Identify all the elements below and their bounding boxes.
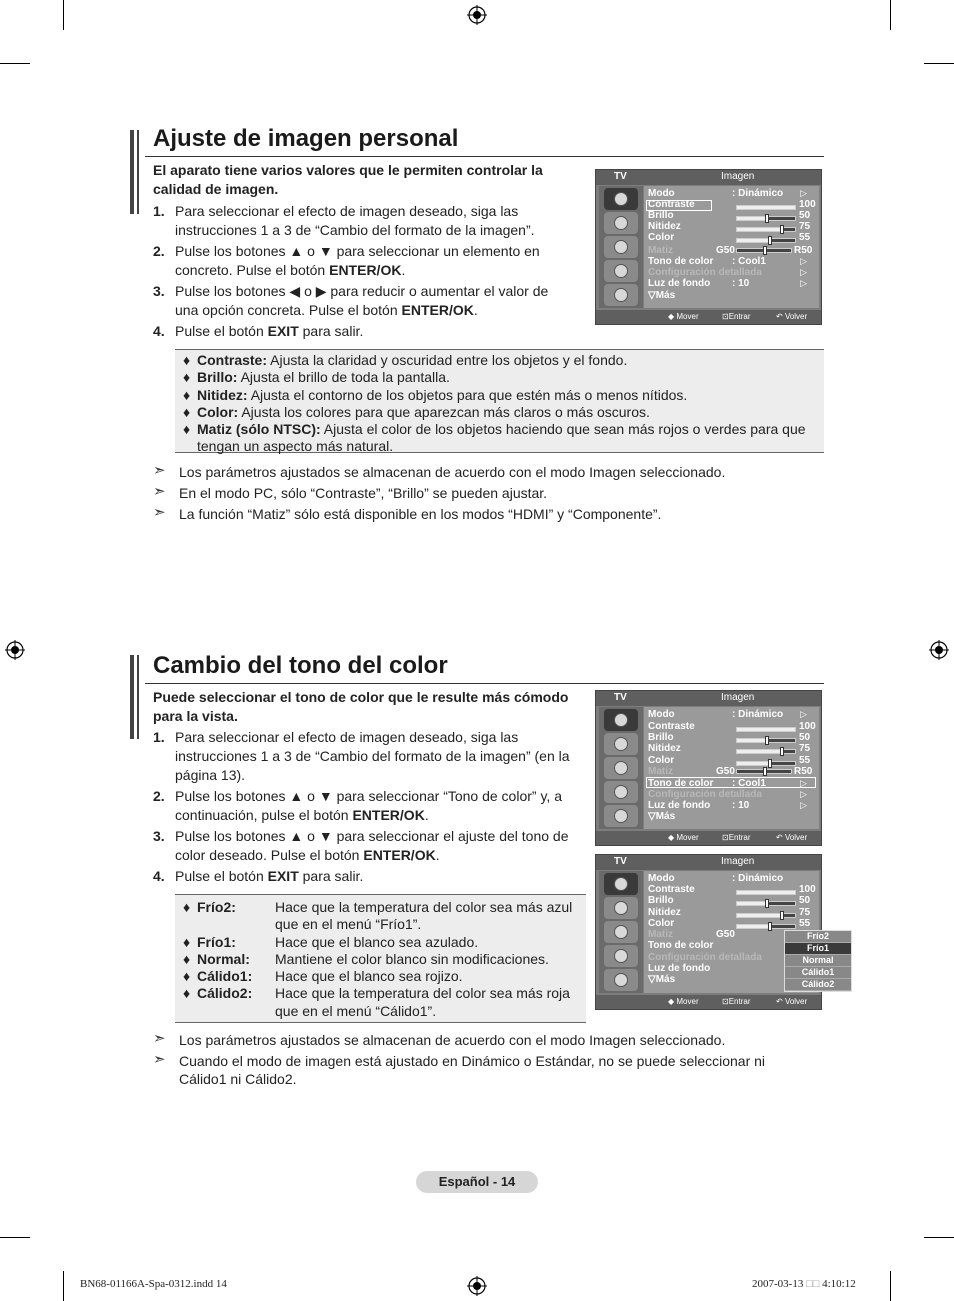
osd-enter-hint: ⊡Entrar [722,312,751,321]
osd-menu-title: Imagen [721,692,755,703]
osd-enter-hint: ⊡Entrar [722,997,751,1006]
return-icon: ↶ [776,997,783,1006]
feature-label: Matiz (sólo NTSC): [197,421,321,438]
osd-row-luz: Luz de fondo [648,800,711,811]
tone-description: Hace que el blanco sea azulado. [275,933,479,950]
osd-row-luz: Luz de fondo [648,963,711,974]
arrow-right-icon: ▷ [800,188,807,198]
updown-icon: ◆ [668,997,675,1006]
osd-matiz-g: G50 [716,245,735,256]
osd-icon-column [599,707,643,829]
osd-matiz-r: R50 [794,245,813,256]
feature-text: Ajusta el color de los objetos haciendo que sean más rojos o verdes para que tengan un aspecto más natural. [197,421,806,455]
osd-row-luz-value: : 10 [732,800,750,811]
osd-header [596,855,821,870]
section-intro: El aparato tiene varios valores que le permiten controlar la calidad de imagen. [153,162,543,197]
setup-icon [604,781,638,803]
osd-bar-fill [737,891,795,894]
step-item [153,282,573,320]
step-text: Pulse los botones ◀ o ▶ para reducir o aumentar el valor de una opción concreta. Pulse el botón ENTER/OK. [175,283,549,318]
osd-bar-nitidez [736,749,796,754]
tone-description: Mantiene el color blanco sin modificaciones. [275,950,549,967]
print-file-name: BN68-01166A-Spa-0312.indd 14 [80,1278,227,1290]
notes-list [153,1031,793,1091]
osd-value-color: 55 [799,918,811,929]
osd-bar-fill [737,762,769,765]
osd-bar-fill [737,217,766,220]
osd-bar-fill [737,228,781,231]
setup-icon [604,260,638,282]
tone-label-text: Cálido1: [197,968,253,985]
osd-bar-fill [737,239,769,242]
notes-list [153,463,833,526]
osd-row-color: Color [648,755,675,766]
osd-value-brillo: 50 [799,895,811,906]
tv-menu-screenshot [595,854,835,1010]
note-item [153,463,833,481]
sound-icon [604,733,638,755]
osd-row-mas: ▽Más [648,811,676,822]
osd-row-tono-value: : Cool1 [732,778,766,789]
arrow-right-icon: ▷ [800,256,807,266]
note-text: Los parámetros ajustados se almacenan de acuerdo con el modo Imagen seleccionado. [179,464,726,480]
osd-return-hint: ↶ Volver [776,997,808,1006]
osd-row-contraste: Contraste [648,199,695,210]
step-text: Para seleccionar el efecto de imagen deseado, siga las instrucciones 1 a 3 de “Cambio del formato de la imagen” (en la página 13). [175,729,570,783]
feature-text: Ajusta el brillo de toda la pantalla. [240,369,450,386]
osd-bar-knob [780,911,784,920]
osd-bar-fill [737,925,769,928]
osd-row-modo: Modo [648,873,675,884]
osd-bar-knob [768,236,772,245]
enter-icon: ⊡ [722,312,729,321]
print-date: 2007-03-13 □□ 4:10:12 [752,1278,856,1290]
osd-row-matiz: Matiz [648,766,673,777]
osd-value-contraste: 100 [799,199,816,210]
osd-row-matiz: Matiz [648,245,673,256]
diamond-bullet-icon: ♦ [183,950,191,967]
step-text: Pulse los botones ▲ o ▼ para seleccionar el ajuste del tono de color deseado. Pulse el botón ENTER/OK. [175,828,569,863]
osd-bar-matiz [736,248,792,253]
feature-item [183,387,816,404]
note-text: En el modo PC, sólo “Contraste”, “Brillo” se pueden ajustar. [179,485,548,501]
feature-text: Ajusta la claridad y oscuridad entre los objetos y el fondo. [270,352,628,368]
osd-footer [596,995,821,1009]
osd-row-mas: ▽Más [648,290,676,301]
osd-source: TV [614,856,627,867]
step-number: 2. [153,788,165,804]
osd-bar-fill [737,739,766,742]
osd-row-contraste: Contraste [648,884,695,895]
input-icon [604,969,638,991]
osd-header [596,691,821,706]
channel-icon [604,757,638,779]
osd-matiz-r: R50 [794,766,813,777]
section-accent-bar [130,130,134,214]
picture-icon [604,709,638,731]
osd-bar-fill [737,750,781,753]
osd-row-nitidez: Nitidez [648,743,681,754]
arrow-right-icon: ▷ [800,709,807,719]
arrow-right-icon: ▷ [800,778,807,788]
osd-row-contraste: Contraste [648,721,695,732]
return-icon: ↶ [776,312,783,321]
tone-label [183,968,275,985]
osd-bar-knob [763,767,767,776]
osd-source: TV [614,692,627,703]
feature-label: Contraste: [197,352,268,368]
osd-move-hint: ◆ Mover [668,312,699,321]
osd-bar-fill [737,206,795,209]
step-number: 4. [153,323,165,339]
sound-icon [604,212,638,234]
osd-value-contraste: 100 [799,884,816,895]
osd-row-config: Configuración detallada [648,952,762,963]
tone-description: Hace que la temperatura del color sea más azul que en el menú “Frío1”. [275,899,573,933]
osd-bar-knob [765,214,769,223]
input-icon [604,805,638,827]
step-number: 1. [153,203,165,219]
section-title: Cambio del tono del color [153,652,448,679]
diamond-bullet-icon: ♦ [183,386,191,403]
registration-mark-icon [5,640,25,660]
section-rule [145,683,824,684]
osd-value-brillo: 50 [799,732,811,743]
note-arrow-icon: ➣ [153,504,166,521]
crop-mark [924,63,954,64]
enter-icon: ⊡ [722,833,729,842]
step-text: Para seleccionar el efecto de imagen deseado, siga las instrucciones 1 a 3 de “Cambio del formato de la imagen”. [175,203,535,238]
osd-bar-color [736,924,796,929]
diamond-bullet-icon: ♦ [183,369,191,386]
tone-item [183,899,578,934]
crop-mark [63,0,64,30]
tone-item [183,951,578,968]
note-text: Cuando el modo de imagen está ajustado en Dinámico o Estándar, no se puede seleccionar ni Cálido1 ni Cálido2. [179,1053,766,1087]
feature-text: Ajusta el contorno de los objetos para que estén más o menos nítidos. [250,386,688,403]
feature-item [183,404,816,421]
osd-return-hint: ↶ Volver [776,312,808,321]
osd-footer [596,831,821,845]
dropdown-option[interactable]: Frío1 [785,943,851,955]
osd-value-nitidez: 75 [799,221,811,232]
osd-icon-column [599,186,643,308]
osd-row-tono: Tono de color [648,940,714,951]
osd-row-color: Color [648,232,675,243]
section-accent-bar [137,655,139,739]
crop-mark [924,1237,954,1238]
osd-row-tono: Tono de color [648,256,714,267]
tone-item [183,934,578,951]
step-text: Pulse el botón EXIT para salir. [175,323,364,339]
step-item [153,728,583,785]
osd-row-nitidez: Nitidez [648,221,681,232]
feature-label: Nitidez: [197,386,248,403]
tone-label [183,934,275,951]
note-arrow-icon: ➣ [153,462,166,479]
step-item [153,242,573,280]
osd-value-brillo: 50 [799,210,811,221]
osd-move-hint: ◆ Mover [668,997,699,1006]
updown-icon: ◆ [668,312,675,321]
osd-bar-nitidez [736,227,796,232]
osd-enter-hint: ⊡Entrar [722,833,751,842]
osd-bar-brillo [736,901,796,906]
tone-dropdown[interactable] [784,930,852,992]
registration-mark-icon [467,1276,487,1296]
crop-mark [0,1237,30,1238]
note-text: La función “Matiz” sólo está disponible en los modos “HDMI” y “Componente”. [179,506,662,522]
osd-return-hint: ↶ Volver [776,833,808,842]
setup-icon [604,945,638,967]
step-number: 3. [153,283,165,299]
tone-label [183,985,275,1020]
osd-row-modo-value: : Dinámico [732,873,784,884]
step-item [153,202,573,240]
osd-bar-color [736,761,796,766]
osd-row-brillo: Brillo [648,732,674,743]
osd-bar-knob [763,246,767,255]
diamond-bullet-icon: ♦ [183,985,191,1002]
osd-bar-knob [768,759,772,768]
osd-row-brillo: Brillo [648,895,674,906]
osd-bar-knob [765,736,769,745]
osd-row-modo: Modo [648,709,675,720]
osd-row-config: Configuración detallada [648,267,762,278]
diamond-bullet-icon: ♦ [183,421,191,438]
input-icon [604,284,638,306]
diamond-bullet-icon: ♦ [183,899,191,915]
dropdown-option[interactable]: Cálido2 [785,979,851,991]
feature-label: Brillo: [197,369,238,386]
channel-icon [604,921,638,943]
note-item [153,1052,793,1088]
osd-bar-knob [780,747,784,756]
osd-source: TV [614,171,627,182]
crop-mark [63,1271,64,1301]
diamond-bullet-icon: ♦ [183,403,191,420]
feature-item [183,369,816,386]
step-item [153,827,583,865]
feature-label: Color: [197,403,239,420]
registration-mark-icon [929,640,949,660]
osd-matiz-g: G50 [716,929,735,940]
osd-row-luz: Luz de fondo [648,278,711,289]
arrow-right-icon: ▷ [800,789,807,799]
osd-bar-matiz [736,769,792,774]
note-arrow-icon: ➣ [153,483,166,500]
tv-menu-screenshot [595,169,822,325]
diamond-bullet-icon: ♦ [183,968,191,985]
step-text: Pulse el botón EXIT para salir. [175,868,364,884]
osd-move-hint: ◆ Mover [668,833,699,842]
note-arrow-icon: ➣ [153,1051,166,1068]
enter-icon: ⊡ [722,997,729,1006]
tone-box [175,894,586,1023]
osd-bar-fill [737,902,766,905]
osd-menu-panel [644,707,819,829]
diamond-bullet-icon: ♦ [183,933,191,950]
osd-row-luz-value: : 10 [732,278,750,289]
note-text: Los parámetros ajustados se almacenan de acuerdo con el modo Imagen seleccionado. [179,1032,726,1048]
step-list [153,728,583,888]
osd-bar-color [736,238,796,243]
return-icon: ↶ [776,833,783,842]
osd-bar-fill [737,728,795,731]
osd-row-color: Color [648,918,675,929]
section-rule [145,156,824,157]
section-accent-bar [137,130,139,214]
osd-row-modo: Modo [648,188,675,199]
tv-menu-screenshot [595,690,822,846]
feature-item [183,352,816,369]
crop-mark [0,63,30,64]
section-accent-bar [130,655,134,739]
section-title: Ajuste de imagen personal [153,125,459,152]
osd-icon-column [599,871,643,993]
osd-bar-fill [737,914,781,917]
feature-box [175,349,824,453]
osd-header [596,170,821,185]
tone-label-text: Normal: [197,950,250,967]
osd-row-matiz: Matiz [648,929,673,940]
osd-matiz-g: G50 [716,766,735,777]
updown-icon: ◆ [668,833,675,842]
osd-bar-nitidez [736,913,796,918]
tone-description: Hace que el blanco sea rojizo. [275,968,463,985]
osd-row-nitidez: Nitidez [648,907,681,918]
picture-icon [604,188,638,210]
note-arrow-icon: ➣ [153,1030,166,1047]
tone-label-text: Frío2: [197,899,236,915]
osd-menu-panel [644,186,819,308]
dropdown-option[interactable]: Normal [785,955,851,967]
osd-bar-contraste [736,727,796,732]
osd-bar-brillo [736,738,796,743]
picture-icon [604,873,638,895]
arrow-right-icon: ▷ [800,267,807,277]
osd-bar-brillo [736,216,796,221]
osd-row-modo-value: : Dinámico [732,188,784,199]
step-text: Pulse los botones ▲ o ▼ para seleccionar un elemento en concreto. Pulse el botón ENTER/OK. [175,243,540,278]
sound-icon [604,897,638,919]
feature-item [183,421,816,456]
dropdown-option[interactable]: Frío2 [785,931,851,943]
step-number: 4. [153,868,165,884]
osd-value-color: 55 [799,232,811,243]
osd-row-modo-value: : Dinámico [732,709,784,720]
step-item [153,867,583,886]
channel-icon [604,236,638,258]
osd-row-config: Configuración detallada [648,789,762,800]
tone-label-text: Cálido2: [197,985,253,1002]
osd-bar-knob [768,922,772,931]
step-number: 1. [153,729,165,745]
osd-menu-panel [644,871,835,993]
osd-footer [596,310,821,324]
osd-row-tono: Tono de color [648,778,714,789]
osd-row-brillo: Brillo [648,210,674,221]
osd-menu-title: Imagen [721,171,755,182]
crop-mark [890,0,891,30]
tone-label [183,951,275,968]
osd-bar-contraste [736,205,796,210]
osd-menu-title: Imagen [721,856,755,867]
note-item [153,505,833,523]
tone-label [183,899,275,934]
note-item [153,484,833,502]
step-item [153,322,573,341]
osd-bar-contraste [736,890,796,895]
step-number: 2. [153,243,165,259]
step-text: Pulse los botones ▲ o ▼ para seleccionar “Tono de color” y, a continuación, pulse el botón ENTER/OK. [175,788,562,823]
tone-label-text: Frío1: [197,933,236,950]
arrow-right-icon: ▷ [800,278,807,288]
step-list [153,202,573,343]
diamond-bullet-icon: ♦ [183,352,191,368]
crop-mark [890,1271,891,1301]
osd-value-nitidez: 75 [799,743,811,754]
arrow-right-icon: ▷ [800,800,807,810]
feature-text: Ajusta los colores para que aparezcan más claros o más oscuros. [241,403,650,420]
tone-item [183,985,578,1020]
step-item [153,787,583,825]
osd-bar-knob [780,225,784,234]
osd-bar-knob [765,899,769,908]
page-number-label: Español - 14 [416,1171,538,1193]
osd-value-nitidez: 75 [799,907,811,918]
step-number: 3. [153,828,165,844]
osd-row-mas: ▽Más [648,974,676,985]
dropdown-option[interactable]: Cálido1 [785,967,851,979]
section-intro: Puede seleccionar el tono de color que le resulte más cómodo para la vista. [153,689,569,724]
tone-description: Hace que la temperatura del color sea más roja que en el menú “Cálido1”. [275,985,570,1019]
tone-item [183,968,578,985]
note-item [153,1031,793,1049]
osd-value-contraste: 100 [799,721,816,732]
osd-row-tono-value: : Cool1 [732,256,766,267]
osd-value-color: 55 [799,755,811,766]
registration-mark-icon [467,5,487,25]
